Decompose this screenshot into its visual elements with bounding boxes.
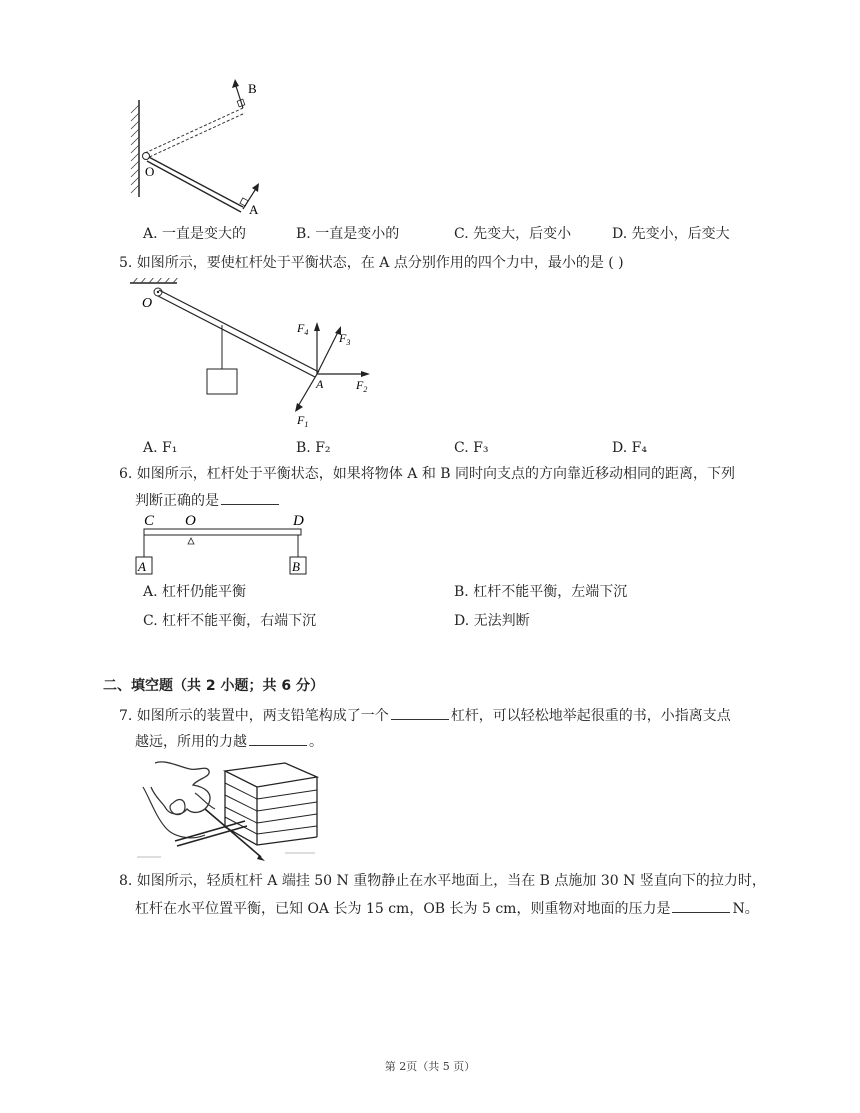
q4-option-d: D. 先变小，后变大 [612, 226, 730, 242]
fig4-label-O: O [145, 164, 155, 179]
q4-option-b: B. 一直是变小的 [296, 226, 400, 242]
fig4-label-B: B [248, 81, 257, 96]
q4-option-a: A. 一直是变大的 [143, 226, 247, 242]
fig5-label-A: A [316, 377, 324, 391]
q5-option-d: D. F₄ [612, 440, 647, 456]
fig6-box-B: B [292, 559, 300, 574]
fig6-box-A: A [138, 559, 146, 574]
fig6-label-D: D [293, 513, 304, 529]
fig6-label-C: C [144, 513, 155, 529]
q5-lever-figure [125, 278, 385, 433]
fig5-label-F3: $F_3$ [339, 331, 351, 347]
q7-question-line2: 越远，所用的力越 。 [135, 731, 323, 752]
q6-question-line2: 判断正确的是 [135, 490, 281, 511]
q6-option-c: C. 杠杆不能平衡，右端下沉 [143, 613, 317, 629]
q4-option-c: C. 先变大，后变小 [454, 226, 572, 242]
q6-option-d: D. 无法判断 [454, 613, 530, 629]
fig6-label-O: O [185, 513, 196, 529]
q6-option-a: A. 杠杆仍能平衡 [143, 584, 247, 600]
fig5-label-F2: $F_2$ [356, 378, 368, 394]
q8-question-line2: 杠杆在水平位置平衡，已知 OA 长为 15 cm，OB 长为 5 cm，则重物对地面的压力是 N。 [135, 898, 759, 919]
q5-option-c: C. F₃ [454, 440, 489, 456]
page-footer: 第 2页（共 5 页） [384, 1060, 476, 1073]
q6-answer-blank[interactable] [221, 490, 279, 505]
q8-question-line1: 8. 如图所示，轻质杠杆 A 端挂 50 N 重物静止在水平地面上，当在 B 点施加 30 N 竖直向下的拉力时， [119, 873, 766, 889]
q6-option-b: B. 杠杆不能平衡，左端下沉 [454, 584, 628, 600]
q7-question-line1: 7. 如图所示的装置中，两支铅笔构成了一个 杠杆，可以轻松地举起很重的书，小指离支点 [119, 705, 731, 726]
q5-option-a: A. F₁ [143, 440, 178, 456]
q8-answer-blank[interactable] [672, 898, 730, 913]
fig5-label-O: O [142, 296, 153, 311]
q6-lever-figure [130, 510, 320, 580]
fig4-label-A: A [249, 202, 259, 217]
q7-pencil-books-sketch [135, 757, 325, 867]
q7-blank-1[interactable] [391, 705, 449, 720]
q7-blank-2[interactable] [249, 731, 307, 746]
fig5-label-F1: $F_1$ [297, 413, 309, 429]
fig5-label-F4: $F_4$ [297, 321, 309, 337]
q5-option-b: B. F₂ [296, 440, 331, 456]
section-title-fill-in: 二、填空题（共 2 小题；共 6 分） [103, 678, 324, 694]
q5-question: 5. 如图所示，要使杠杆处于平衡状态，在 A 点分别作用的四个力中，最小的是 ( ) [119, 255, 624, 271]
q6-question-line1: 6. 如图所示，杠杆处于平衡状态，如果将物体 A 和 B 同时向支点的方向靠近移动相同的距离，下列 [119, 466, 736, 482]
q4-lever-figure [125, 75, 275, 220]
